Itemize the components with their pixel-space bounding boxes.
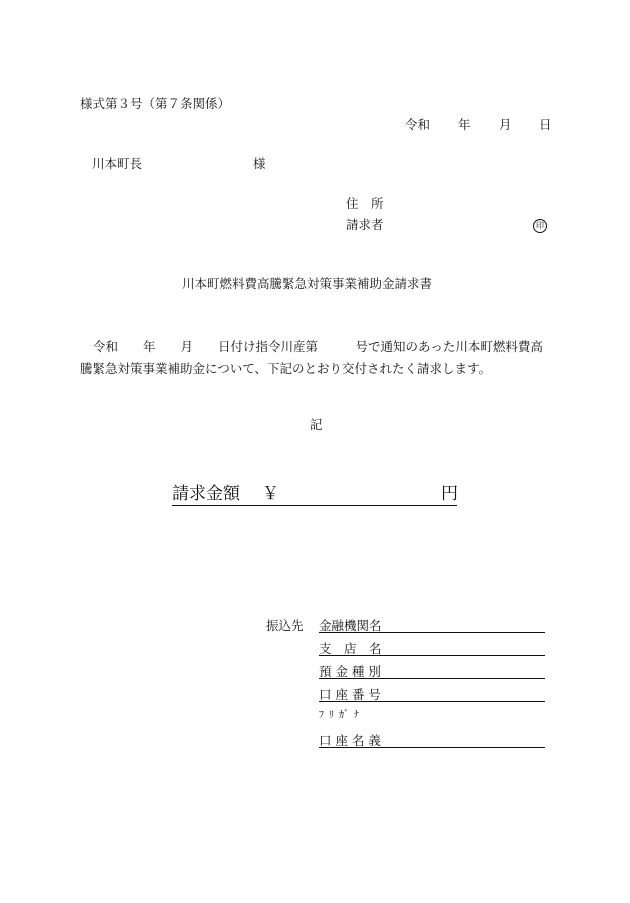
date-day: 日 bbox=[539, 117, 552, 132]
date-month: 月 bbox=[499, 117, 512, 132]
account-holder-line bbox=[319, 747, 545, 748]
body-paragraph bbox=[80, 336, 555, 380]
account-number-label: 口 座 番 号 bbox=[319, 687, 381, 702]
bank-name-label: 金融機関名 bbox=[319, 618, 382, 633]
body-text: 令和 年 月 日付け指令川産第 号で通知のあった川本町燃料費高騰緊急対策事業補助金について、下記のとおり交付されたく請求します。 bbox=[80, 339, 543, 376]
claimant-label: 請求者 bbox=[346, 217, 384, 232]
addressee-name: 川本町長 bbox=[92, 156, 143, 171]
seal-stamp: 印 bbox=[533, 219, 547, 233]
amount-label: 請求金額 bbox=[172, 484, 240, 504]
document-title: 川本町燃料費高騰緊急対策事業補助金請求書 bbox=[182, 276, 433, 291]
yen-symbol: ￥ bbox=[262, 484, 279, 504]
date-year: 年 bbox=[458, 117, 471, 132]
seal-mark bbox=[533, 218, 547, 233]
account-holder-label: 口 座 名 義 bbox=[319, 733, 381, 748]
branch-name-label: 支 店 名 bbox=[319, 641, 382, 656]
form-number: 様式第３号（第７条関係） bbox=[80, 96, 231, 111]
branch-name-line bbox=[319, 655, 545, 656]
bank-section-label: 振込先 bbox=[266, 618, 304, 633]
account-number-line bbox=[319, 701, 545, 702]
note-marker: 記 bbox=[310, 417, 323, 432]
amount-unit: 円 bbox=[441, 484, 458, 504]
deposit-type-line bbox=[319, 678, 545, 679]
furigana-label: ﾌﾘｶﾞﾅ bbox=[319, 710, 364, 721]
addressee-honorific: 様 bbox=[253, 156, 266, 171]
bank-name-line bbox=[319, 632, 545, 633]
address-label: 住 所 bbox=[346, 196, 384, 211]
deposit-type-label: 預 金 種 別 bbox=[319, 664, 381, 679]
date-era: 令和 bbox=[405, 117, 431, 132]
